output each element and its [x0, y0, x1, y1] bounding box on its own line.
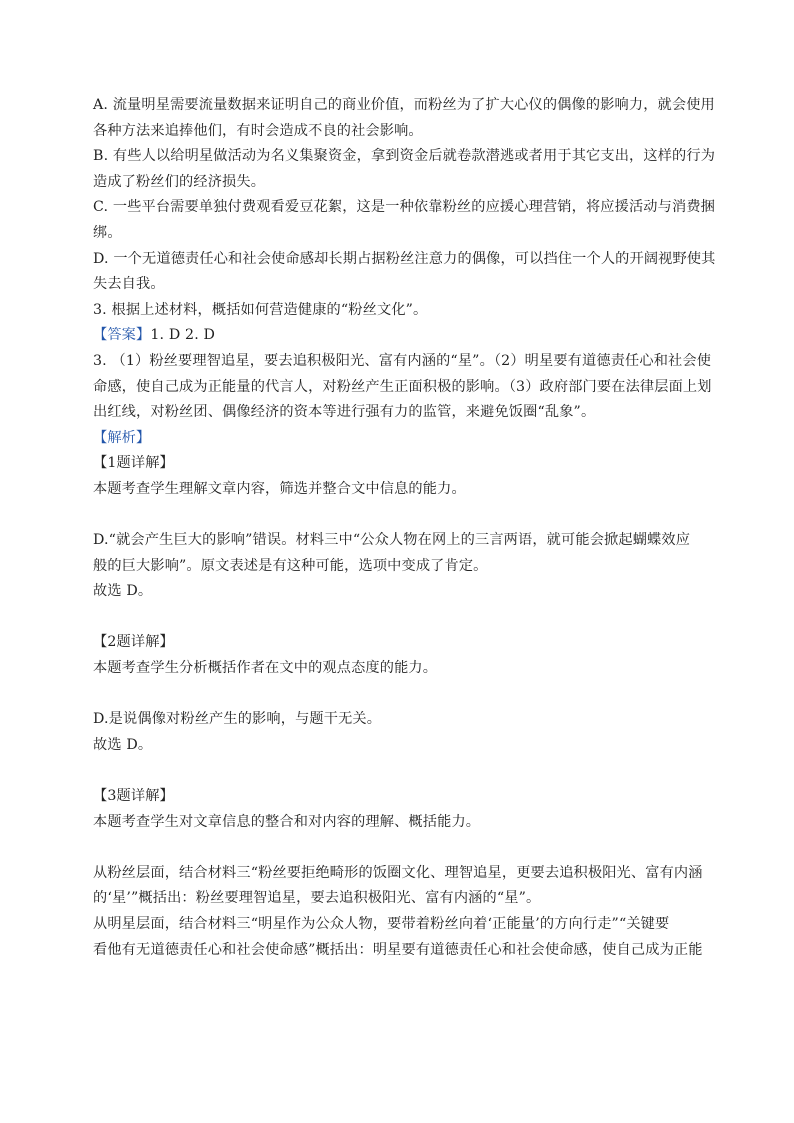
q1-conclusion: 故选 D。: [93, 583, 153, 600]
document-body: [93, 93, 716, 963]
option-b-line-1: B. 有些人以给明星做活动为名义集聚资金，拿到资金后就卷款潜逃或者用于其它支出，这样的行为: [93, 148, 716, 165]
spacer: [93, 503, 711, 529]
analysis-heading: 【解析】: [93, 429, 151, 446]
spacer: [93, 605, 711, 631]
option-d-line-2: 失去自我。: [93, 276, 165, 293]
option-a-line-1: A. 流量明星需要流量数据来证明自己的商业价值，而粉丝为了扩大心仪的偶像的影响力，就会使用: [93, 97, 715, 113]
q3-detail-line-1: 从粉丝层面，结合材料三“粉丝要拒绝畸形的饭圈文化、理智追星，更要去追积极阳光、富有内涵: [93, 864, 703, 881]
answer-3-line-3: 出红线，对粉丝团、偶像经济的资本等进行强有力的监管，来避免饭圈“乱象”。: [93, 404, 596, 421]
answer-label: 【答案】: [93, 327, 151, 344]
q1-detail-intro: 本题考查学生理解文章内容，筛选并整合文中信息的能力。: [93, 480, 466, 497]
option-c-line-2: 绑。: [93, 224, 122, 241]
spacer: [93, 682, 711, 708]
option-d-line-1: D. 一个无道德责任心和社会使命感却长期占据粉丝注意力的偶像，可以挡住一个人的开阔视野使其: [93, 250, 716, 267]
option-c-line-1: C. 一些平台需要单独付费观看爱豆花絮，这是一种依靠粉丝的应援心理营销，将应援活动与消费捆: [93, 199, 715, 216]
q2-conclusion: 故选 D。: [93, 736, 153, 753]
q1-detail-heading: 【1题详解】: [93, 455, 174, 472]
q3-detail-line-4: 看他有无道德责任心和社会使命感”概括出：明星要有道德责任心和社会使命感，使自己成为正能: [93, 941, 703, 958]
spacer: [93, 835, 711, 861]
question-3: 3. 根据上述材料，概括如何营造健康的“粉丝文化”。: [93, 301, 428, 318]
q3-detail-intro: 本题考查学生对文章信息的整合和对内容的理解、概括能力。: [93, 813, 481, 830]
q3-detail-line-2: 的‘星’”概括出：粉丝要理智追星，要去追积极阳光、富有内涵的“星”。: [93, 890, 541, 907]
option-a-line-2: 各种方法来追捧他们，有时会造成不良的社会影响。: [93, 122, 423, 139]
q3-detail-heading: 【3题详解】: [93, 788, 174, 805]
answer-line: [93, 323, 711, 349]
answer-3-line-1: 3. （1）粉丝要理智追星，要去追积极阳光、富有内涵的“星”。（2）明星要有道德责任心和社会使: [93, 352, 712, 369]
q3-detail-line-3: 从明星层面，结合材料三“明星作为公众人物，要带着粉丝向着‘正能量’的方向行走”“关键要: [93, 916, 670, 932]
option-b-line-2: 造成了粉丝们的经济损失。: [93, 173, 266, 190]
answer-values: 1. D 2. D: [150, 327, 216, 344]
q2-detail-intro: 本题考查学生分析概括作者在文中的观点态度的能力。: [93, 660, 438, 677]
q2-detail-heading: 【2题详解】: [93, 634, 174, 651]
q2-detail-line-1: D.是说偶像对粉丝产生的影响，与题干无关。: [93, 711, 382, 728]
q1-detail-line-2: 般的巨大影响”。原文表述是有这种可能，选项中变成了肯定。: [93, 557, 488, 574]
spacer: [93, 758, 711, 784]
q1-detail-line-1: D.“就会产生巨大的影响”错误。材料三中“公众人物在网上的三言两语，就可能会掀起蝴蝶效应: [93, 532, 691, 549]
answer-3-line-2: 命感，使自己成为正能量的代言人，对粉丝产生正面积极的影响。（3）政府部门要在法律层面上划: [93, 378, 712, 395]
